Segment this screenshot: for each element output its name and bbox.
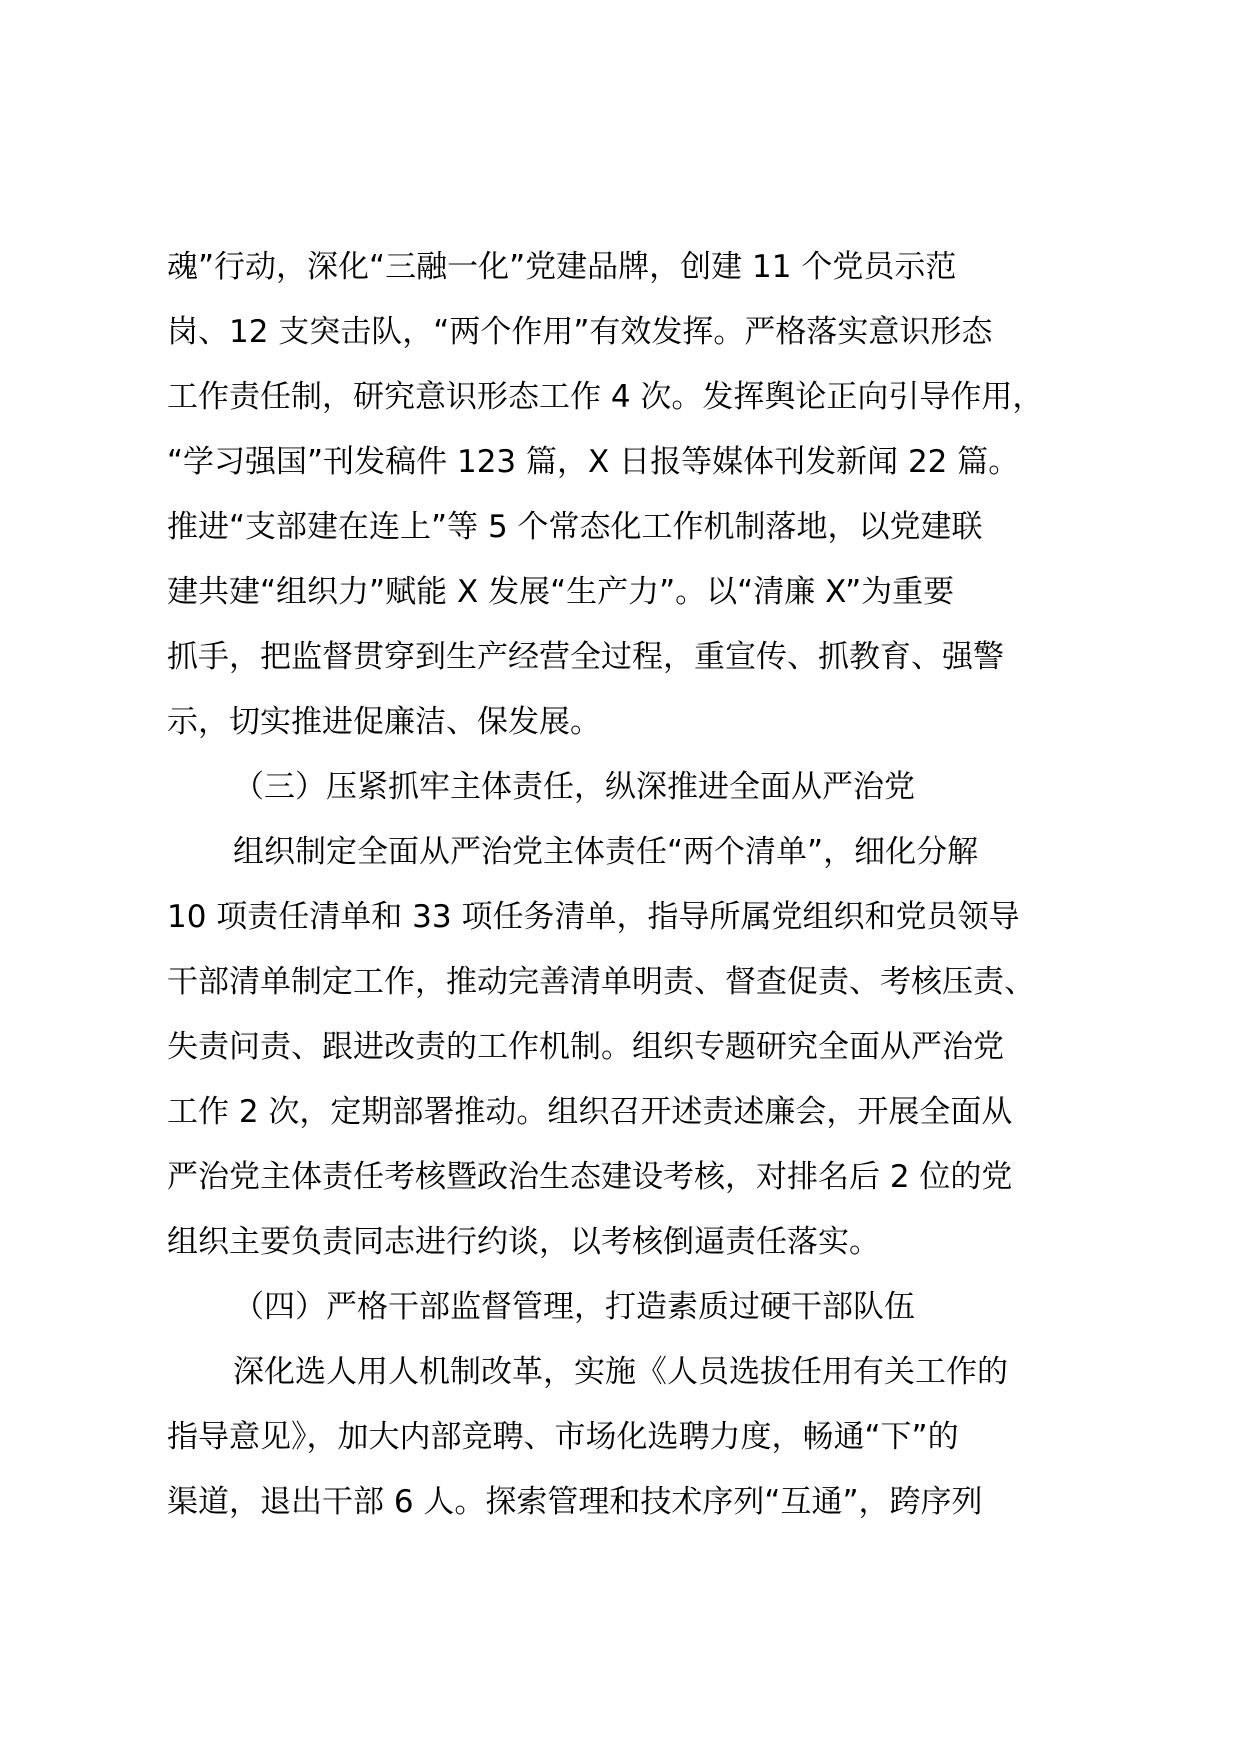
paragraph-line: 工作责任制，研究意识形态工作 4 次。发挥舆论正向引导作用，	[167, 379, 1044, 415]
paragraph-line: 组织制定全面从严治党主体责任“两个清单”，细化分解	[233, 834, 979, 870]
paragraph-line: 指导意见》，加大内部竞聘、市场化选聘力度，畅通“下”的	[167, 1419, 959, 1455]
paragraph-line: 推进“支部建在连上”等 5 个常态化工作机制落地，以党建联	[167, 509, 983, 545]
paragraph-line: 深化选人用人机制改革，实施《人员选拔任用有关工作的	[233, 1354, 1008, 1390]
body-text	[167, 235, 1107, 1535]
paragraph-line: 抓手，把监督贯穿到生产经营全过程，重宣传、抓教育、强警	[167, 639, 1004, 675]
paragraph-line: 岗、12 支突击队，“两个作用”有效发挥。严格落实意识形态	[167, 314, 993, 350]
section-heading-3: （三）压紧抓牢主体责任，纵深推进全面从严治党	[233, 769, 915, 805]
paragraph-line: 严治党主体责任考核暨政治生态建设考核，对排名后 2 位的党	[167, 1159, 1013, 1195]
paragraph-line: 建共建“组织力”赋能 X 发展“生产力”。以“清廉 X”为重要	[167, 574, 955, 610]
paragraph-line: 组织主要负责同志进行约谈，以考核倒逼责任落实。	[167, 1224, 880, 1260]
paragraph-line: “学习强国”刊发稿件 123 篇，X 日报等媒体刊发新闻 22 篇。	[167, 444, 1020, 480]
section-heading-4: （四）严格干部监督管理，打造素质过硬干部队伍	[233, 1289, 915, 1325]
paragraph-line: 渠道，退出干部 6 人。探索管理和技术序列“互通”，跨序列	[167, 1484, 983, 1520]
paragraph-line: 10 项责任清单和 33 项任务清单，指导所属党组织和党员领导	[167, 899, 1020, 935]
paragraph-line: 干部清单制定工作，推动完善清单明责、督查促责、考核压责、	[167, 964, 1035, 1000]
paragraph-line: 魂”行动，深化“三融一化”党建品牌，创建 11 个党员示范	[167, 249, 957, 285]
paragraph-line: 失责问责、跟进改责的工作机制。组织专题研究全面从严治党	[167, 1029, 1004, 1065]
paragraph-line: 工作 2 次，定期部署推动。组织召开述责述廉会，开展全面从	[167, 1094, 1013, 1130]
paragraph-line: 示，切实推进促廉洁、保发展。	[167, 704, 601, 740]
